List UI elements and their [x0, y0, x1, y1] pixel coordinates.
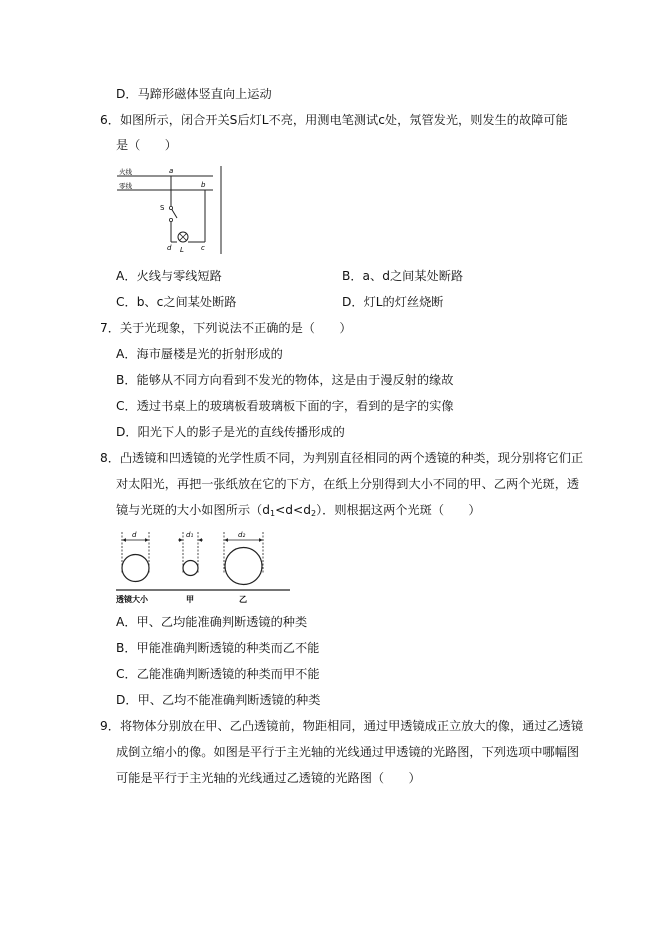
q7-option-a: A．海市蜃楼是光的折射形成的: [116, 347, 283, 361]
q6-fig-a-label: a: [169, 167, 174, 175]
q9-number: 9．: [100, 719, 120, 733]
q8-stem-line1: [100, 450, 583, 466]
q8-fig-jia-label: 甲: [186, 595, 194, 604]
q6-stem-line2: 是（ ）: [116, 138, 177, 152]
q7-number: 7．: [100, 321, 120, 335]
q8-option-c: C．乙能准确判断透镜的种类而甲不能: [116, 667, 320, 681]
q8-lens-figure: [114, 528, 294, 608]
q7-option-c: C．透过书桌上的玻璃板看玻璃板下面的字，看到的是字的实像: [116, 399, 454, 413]
q8-fig-d-label: d: [132, 531, 137, 539]
q8-stem-line2: 对太阳光，再把一张纸放在它的下方，在纸上分别得到大小不同的甲、乙两个光斑，透: [116, 477, 580, 491]
q8-option-a: A．甲、乙均能准确判断透镜的种类: [116, 615, 308, 629]
q8-spot-yi-circle: [225, 548, 262, 585]
q8-option-d: D．甲、乙均不能准确判断透镜的种类: [116, 693, 321, 707]
q6-stem-line1: [100, 112, 568, 128]
q6-option-d: D．灯L的灯丝烧断: [342, 295, 444, 309]
q9-stem-line1: [100, 718, 583, 734]
q6-fig-c-label: c: [201, 244, 205, 252]
q8-number: 8．: [100, 451, 120, 465]
q8-text1: 凸透镜和凹透镜的光学性质不同，为判别直径相同的两个透镜的种类，现分别将它们正: [119, 451, 584, 465]
q6-option-c: C．b、c之间某处断路: [116, 295, 237, 309]
q6-fig-zero-label: 零线: [119, 182, 132, 190]
q8-fig-lens-label: 透镜大小: [116, 595, 148, 604]
q6-circuit-figure: [113, 164, 225, 256]
q7-stem: [100, 320, 352, 336]
q7-text: 关于光现象，下列说法不正确的是（ ）: [119, 321, 352, 335]
q9-stem-line3: 可能是平行于主光轴的光线通过乙透镜的光路图（ ）: [116, 771, 421, 785]
q6-fig-l-label: L: [180, 246, 184, 254]
q6-text1: 如图所示，闭合开关S后灯L不亮，用测电笔测试c处，氖管发光，则发生的故障可能: [119, 113, 568, 127]
q6-number: 6．: [100, 113, 120, 127]
q6-fig-d-label: d: [167, 244, 172, 252]
q8-fig-d2-label: d₂: [238, 531, 246, 539]
q6-option-a: A．火线与零线短路: [116, 269, 222, 283]
q8-spot-jia-circle: [183, 561, 198, 576]
q5-option-d: D．马蹄形磁体竖直向上运动: [116, 87, 272, 101]
q9-stem-line2: 成倒立缩小的像。如图是平行于主光轴的光线通过甲透镜的光路图，下列选项中哪幅图: [116, 745, 580, 759]
q6-fig-fire-label: 火线: [119, 168, 132, 176]
q8-stem-line3: 镜与光斑的大小如图所示$(d_1<d<d_2)$．则根据这两个光斑（ ）: [116, 503, 481, 518]
q8-lens-circle: [122, 555, 149, 582]
q6-fig-b-label: b: [201, 181, 206, 189]
q8-fig-d1-label: d₁: [186, 531, 194, 539]
q6-option-b: B．a、d之间某处断路: [342, 269, 464, 283]
q9-text1: 将物体分别放在甲、乙凸透镜前，物距相同，通过甲透镜成正立放大的像，通过乙透镜: [119, 719, 584, 733]
q6-fig-s-label: S: [160, 204, 165, 212]
q7-option-d: D．阳光下人的影子是光的直线传播形成的: [116, 425, 345, 439]
q8-option-b: B．甲能准确判断透镜的种类而乙不能: [116, 641, 320, 655]
q8-fig-yi-label: 乙: [239, 595, 247, 604]
q7-option-b: B．能够从不同方向看到不发光的物体，这是由于漫反射的缘故: [116, 373, 454, 387]
